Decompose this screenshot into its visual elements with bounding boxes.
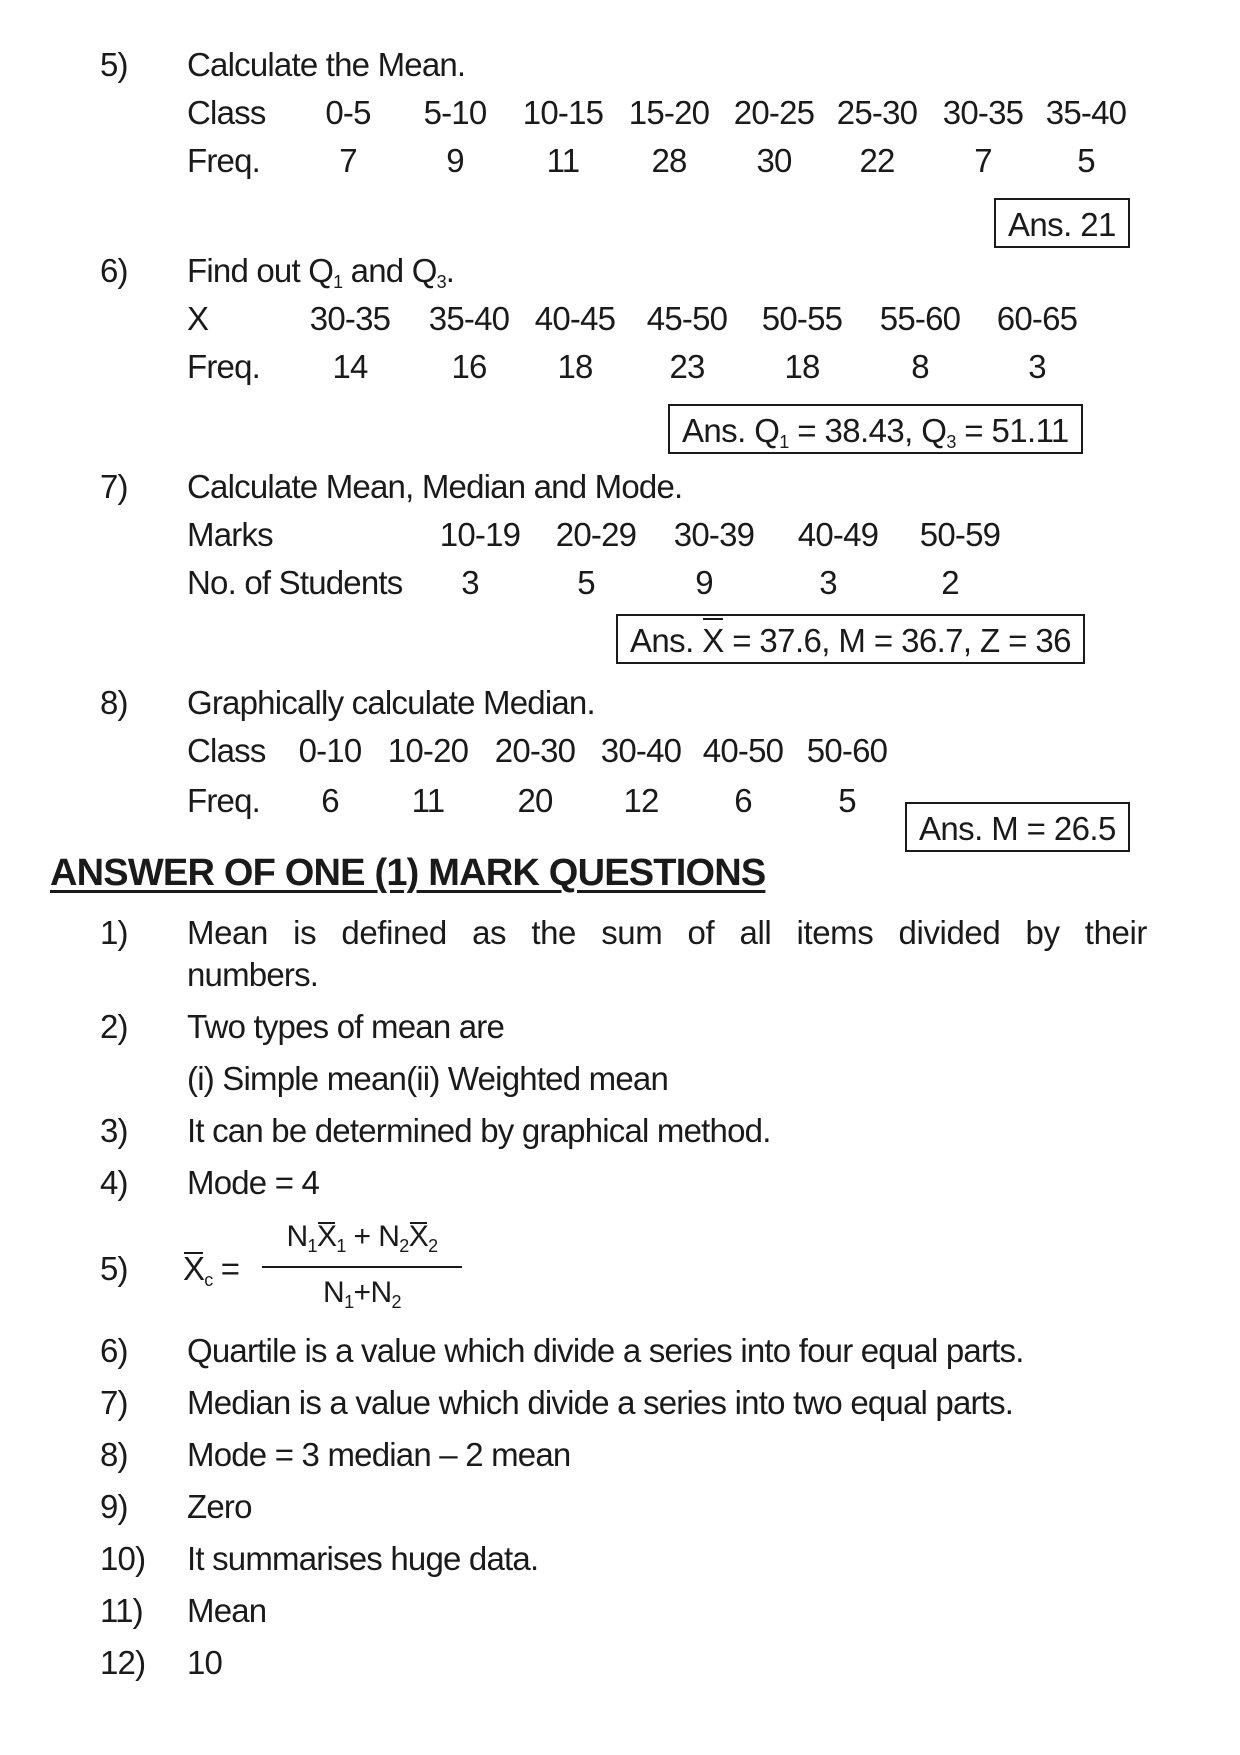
row-label: Marks [187, 516, 273, 553]
table-cell: 50-59 [919, 516, 1001, 553]
table-cell: 35-40 [1045, 94, 1127, 131]
answer-text: Zero [187, 1488, 252, 1525]
answer-text: Mean is defined as the sum of all items divided by their [187, 914, 1147, 951]
table-cell: 0-10 [298, 732, 362, 769]
table-cell: 14 [332, 348, 368, 385]
table-cell: 10-15 [522, 94, 604, 131]
table-cell: 12 [623, 782, 659, 819]
table-cell: 7 [339, 142, 357, 179]
answer-text: It can be determined by graphical method. [187, 1112, 771, 1149]
question-title: Calculate the Mean. [187, 46, 466, 83]
answer-text: Quartile is a value which divide a series into four equal parts. [187, 1332, 1024, 1369]
table-cell: 50-55 [761, 300, 843, 337]
table-cell: 5-10 [423, 94, 487, 131]
answer-number: 7) [100, 1384, 128, 1421]
section-heading: ANSWER OF ONE (1) MARK QUESTIONS [50, 852, 766, 894]
table-cell: 50-60 [806, 732, 888, 769]
answer-text: Mode = 4 [187, 1164, 320, 1201]
table-cell: 3 [819, 564, 837, 601]
answer-number: 8) [100, 1436, 128, 1473]
question-title: Graphically calculate Median. [187, 684, 595, 721]
table-cell: 30-40 [600, 732, 682, 769]
formula-lhs: $X_c$ = [183, 1250, 240, 1290]
table-cell: 30 [756, 142, 792, 179]
table-cell: 20-25 [733, 94, 815, 131]
table-cell: 9 [695, 564, 713, 601]
question-title: Calculate Mean, Median and Mode. [187, 468, 683, 505]
fraction-bar [262, 1266, 462, 1268]
table-cell: 2 [941, 564, 959, 601]
answer-box: Ans. 21 [994, 198, 1130, 248]
table-cell: 11 [546, 142, 580, 179]
row-label: Freq. [187, 348, 261, 385]
answer-number: 4) [100, 1164, 128, 1201]
table-cell: 20-30 [494, 732, 576, 769]
row-label: Freq. [187, 142, 261, 179]
answer-number: 9) [100, 1488, 128, 1525]
answer-text: numbers. [187, 956, 319, 993]
table-cell: 25-30 [836, 94, 918, 131]
table-cell: 45-50 [646, 300, 728, 337]
answer-number: 1) [100, 914, 128, 951]
table-cell: 6 [734, 782, 752, 819]
table-cell: 5 [1077, 142, 1095, 179]
table-cell: 8 [911, 348, 929, 385]
table-cell: 30-35 [309, 300, 391, 337]
table-cell: 7 [974, 142, 992, 179]
answer-text: Mode = 3 median – 2 mean [187, 1436, 571, 1473]
answer-text: (i) Simple mean(ii) Weighted mean [187, 1060, 669, 1097]
table-cell: 5 [838, 782, 856, 819]
row-label: X [187, 300, 209, 337]
table-cell: 3 [1028, 348, 1046, 385]
answer-text: 10 [187, 1644, 223, 1681]
answer-text: Median is a value which divide a series into two equal parts. [187, 1384, 1014, 1421]
answer-text: Mean [187, 1592, 267, 1629]
table-cell: 30-35 [942, 94, 1024, 131]
table-cell: 18 [557, 348, 593, 385]
table-cell: 28 [651, 142, 687, 179]
answer-text: It summarises huge data. [187, 1540, 539, 1577]
row-label: Class [187, 732, 266, 769]
answer-box: Ans. M = 26.5 [905, 802, 1130, 852]
table-cell: 40-49 [797, 516, 879, 553]
answer-text: Two types of mean are [187, 1008, 505, 1045]
question-number: 7) [100, 468, 128, 505]
answer-number: 2) [100, 1008, 128, 1045]
table-cell: 20 [517, 782, 553, 819]
row-label: Freq. [187, 782, 261, 819]
answer-number: 11) [100, 1592, 143, 1629]
table-cell: 40-50 [702, 732, 784, 769]
answer-number: 6) [100, 1332, 128, 1369]
answer-number: 12) [100, 1644, 146, 1681]
table-cell: 35-40 [428, 300, 510, 337]
table-cell: 0-5 [325, 94, 371, 131]
table-cell: 40-45 [534, 300, 616, 337]
table-cell: 5 [577, 564, 595, 601]
question-number: 8) [100, 684, 128, 721]
table-cell: 10-19 [439, 516, 521, 553]
table-cell: 3 [461, 564, 479, 601]
table-cell: 11 [411, 782, 445, 819]
table-cell: 60-65 [996, 300, 1078, 337]
answer-box: Ans. X = 37.6, M = 36.7, Z = 36 [616, 614, 1085, 664]
table-cell: 30-39 [673, 516, 755, 553]
table-cell: 55-60 [879, 300, 961, 337]
answer-number: 10) [100, 1540, 146, 1577]
answer-number: 5) [100, 1250, 128, 1287]
table-cell: 20-29 [555, 516, 637, 553]
table-cell: 10-20 [387, 732, 469, 769]
formula-denominator: $N_1+N_2$ [323, 1276, 401, 1312]
answer-box: Ans. $Q_1 = 38.43$, $Q_3 = 51.11$ [668, 404, 1083, 454]
answer-number: 3) [100, 1112, 128, 1149]
row-label: No. of Students [187, 564, 403, 601]
table-cell: 22 [859, 142, 895, 179]
question-number: 5) [100, 46, 128, 83]
table-cell: 18 [784, 348, 820, 385]
question-title: Find out $Q_1$ and $Q_3$. [187, 252, 455, 292]
table-cell: 9 [446, 142, 464, 179]
question-number: 6) [100, 252, 128, 289]
row-label: Class [187, 94, 266, 131]
table-cell: 6 [321, 782, 339, 819]
formula-numerator: $N_1X_1 + N_2X_2$ [286, 1220, 438, 1256]
table-cell: 23 [669, 348, 705, 385]
table-cell: 16 [451, 348, 487, 385]
table-cell: 15-20 [628, 94, 710, 131]
